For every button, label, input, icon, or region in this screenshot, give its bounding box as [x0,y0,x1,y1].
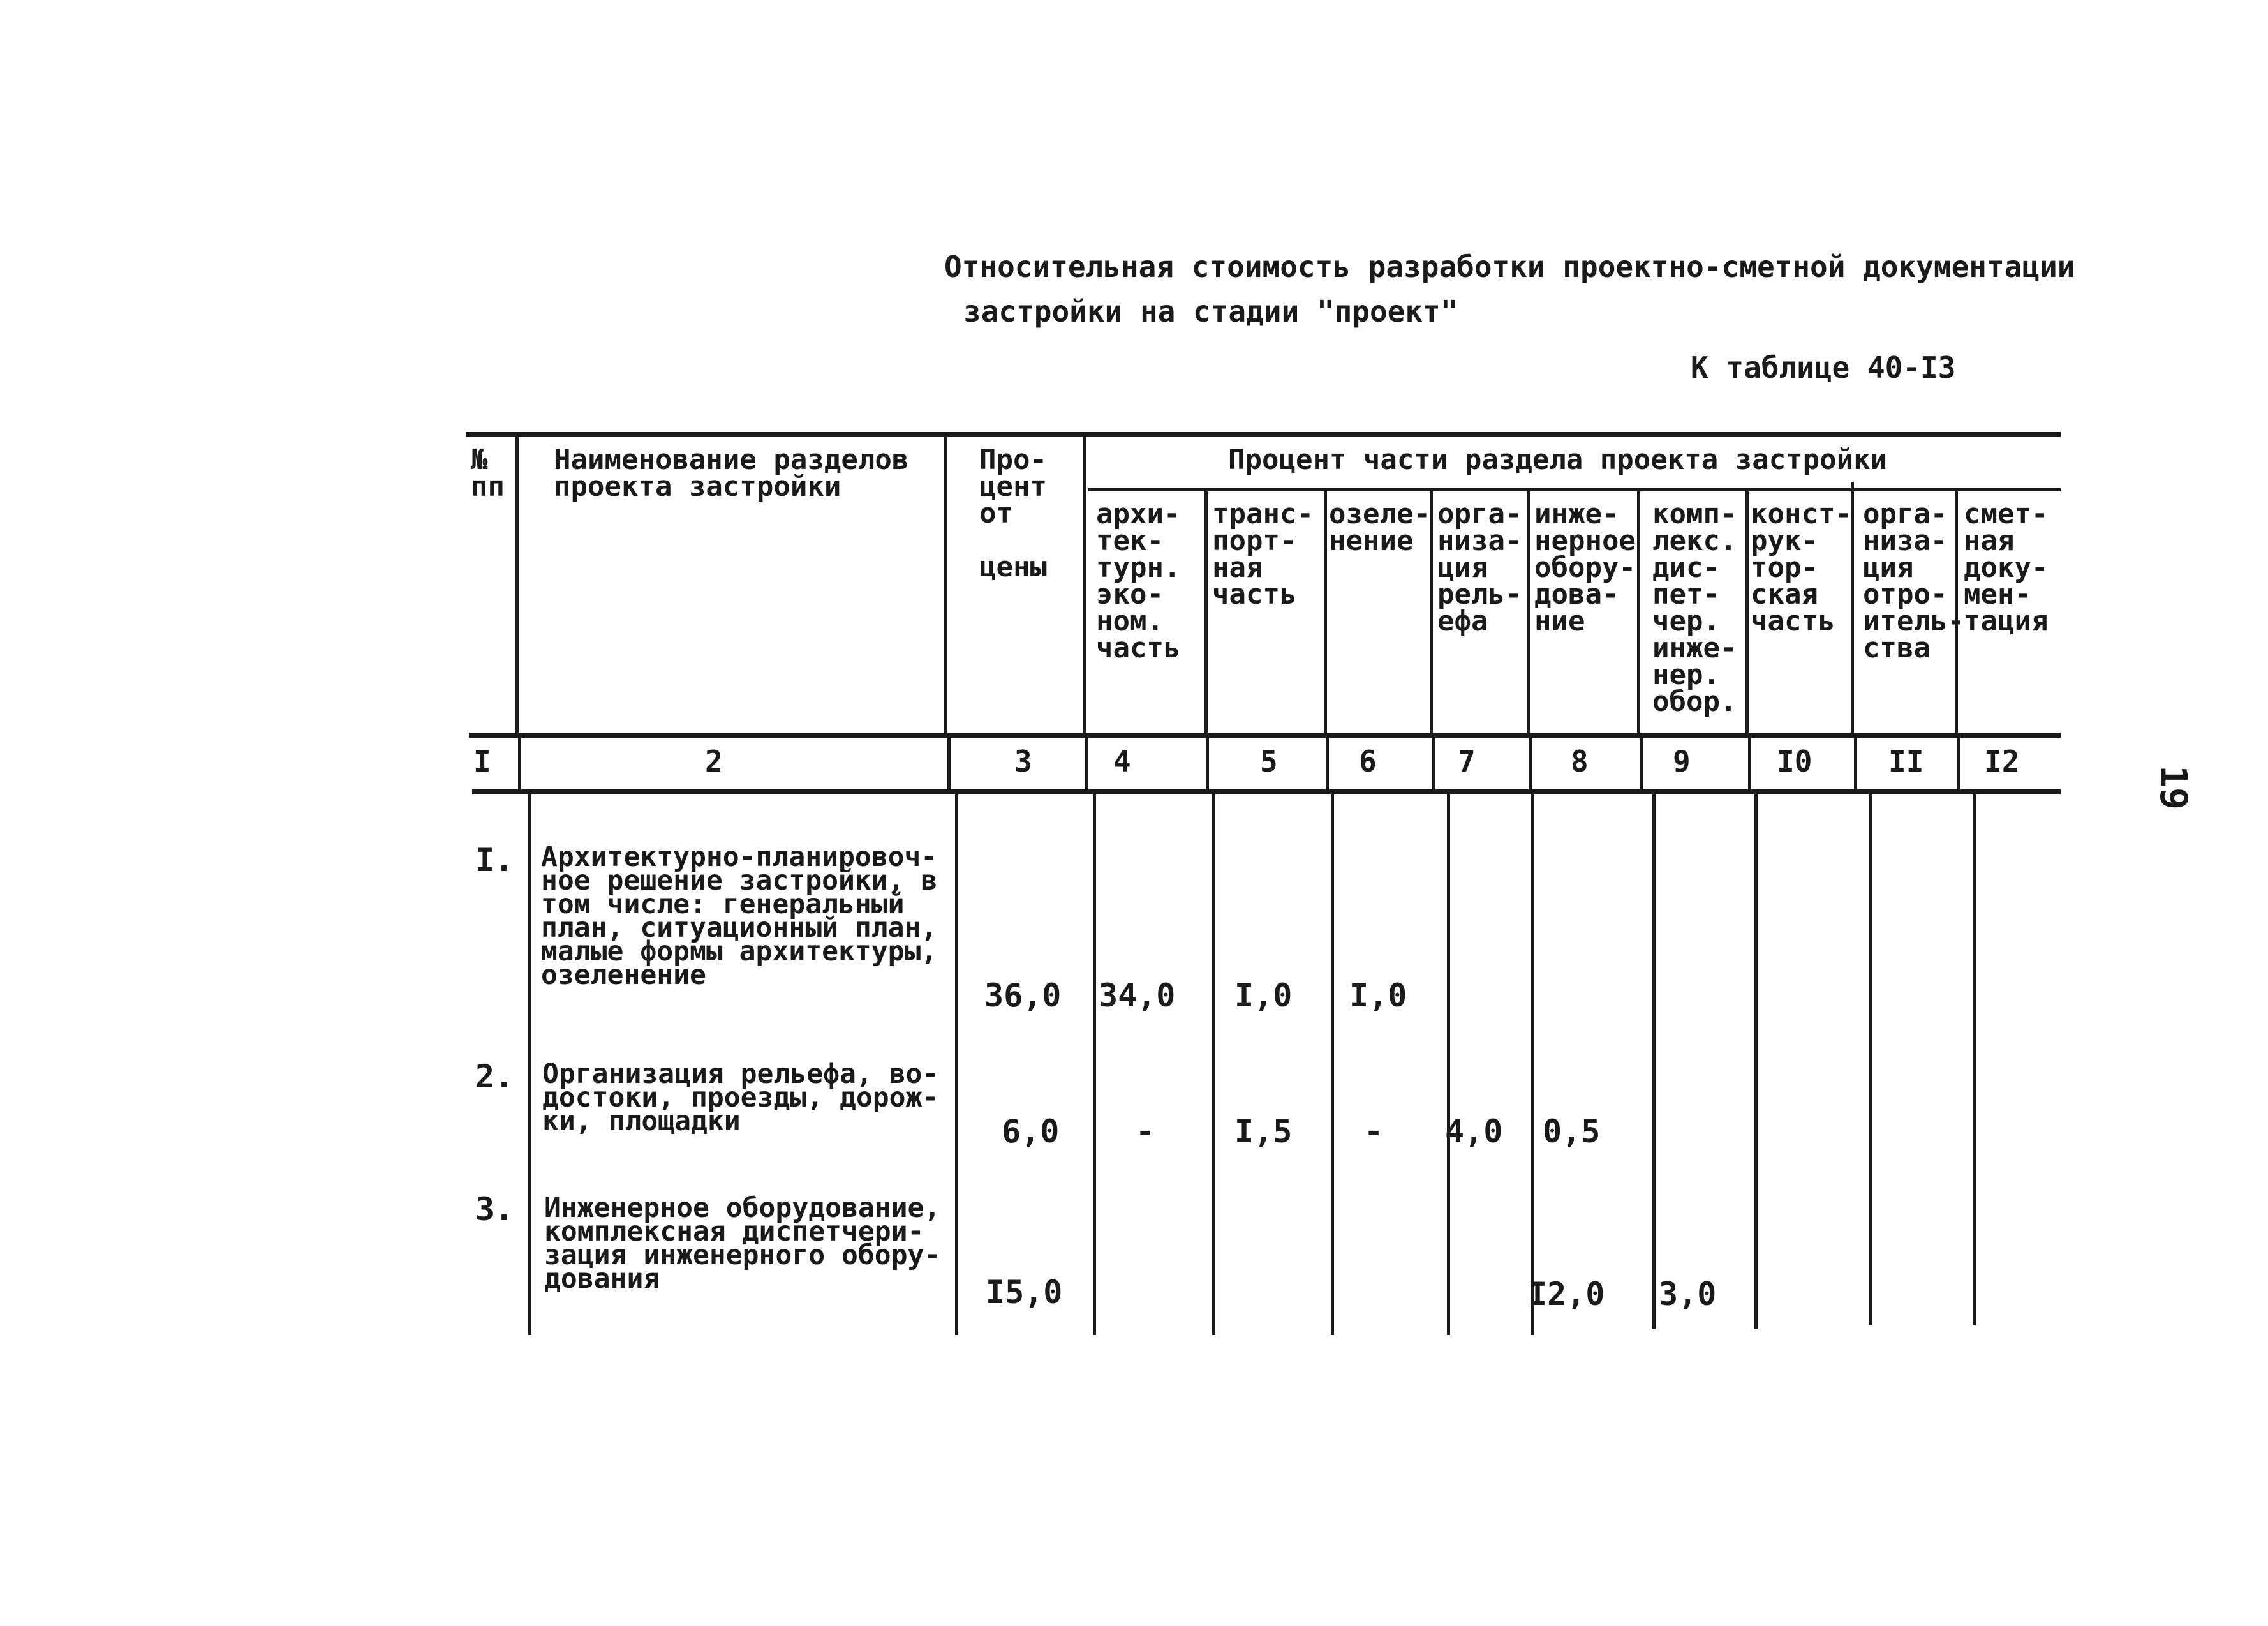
num-divider-3 [1085,735,1088,791]
body-divider-7 [1531,793,1534,1335]
header-col-8: инже- нерное обору- дова- ние [1534,498,1636,638]
header-col-6: озеле- нение [1329,498,1430,557]
table-reference: К таблице 40-I3 [1691,350,1956,385]
num-divider-10 [1854,735,1857,791]
num-divider-2 [947,735,951,791]
row-1-col3: 36,0 [984,977,1062,1014]
row-3-col3: I5,0 [986,1274,1063,1311]
header-col-number: № пп [471,444,505,503]
table-top-rule [466,432,2061,437]
row-3-col8: I2,0 [1528,1276,1605,1313]
header-col-percent: Про- цент от цены [979,444,1047,583]
row-2-col5: I,5 [1234,1113,1293,1150]
document-title-line1: Относительная стоимость разработки проектно-сметной документации [944,250,2075,284]
row-2-col4: - [1136,1113,1155,1150]
body-divider-6 [1447,793,1450,1335]
row-3-col9: 3,0 [1659,1276,1717,1313]
page-number: 19 [2151,765,2195,810]
row-1-col4: 34,0 [1099,977,1176,1014]
column-number-11: II [1888,744,1924,779]
header-col-name: Наименование разделов проекта застройки [554,444,909,503]
header-col-11: орга- низа- ция отро- итель- ства [1863,498,1964,664]
column-number-9: 9 [1673,744,1691,779]
row-2-col3: 6,0 [1002,1113,1060,1150]
num-divider-5 [1326,735,1329,791]
row-2-col8: 0,5 [1543,1113,1601,1150]
body-divider-1 [528,793,531,1335]
header-divider-2 [944,434,947,735]
column-number-12: I2 [1984,744,2020,779]
row-2-col6: - [1364,1113,1384,1150]
header-divider-4 [1204,490,1208,735]
header-divider-9 [1745,490,1749,735]
num-divider-7 [1529,735,1532,791]
num-divider-8 [1640,735,1643,791]
row-3-number: 3. [475,1191,514,1228]
row-1-name: Архитектурно-планировоч- ное решение застройки, в том числе: генеральный план, ситуационный план, малые формы архитектуры, озеленение [541,841,938,991]
column-number-5: 5 [1260,744,1278,779]
column-number-6: 6 [1359,744,1377,779]
body-divider-2 [955,793,958,1335]
header-col-9: комп- лекс. дис- пет- чер. инже- нер. обор. [1652,498,1737,718]
column-number-4: 4 [1113,744,1131,779]
num-divider-9 [1748,735,1751,791]
num-divider-6 [1432,735,1435,791]
document-title-line2: застройки на стадии "проект" [963,294,1458,329]
header-divider-3 [1083,434,1086,735]
body-divider-8 [1652,793,1656,1329]
group-header-rule [1088,488,2061,491]
header-group-title: Процент части раздела проекта застройки [1228,444,1888,476]
header-divider-1 [515,434,519,735]
body-divider-9 [1754,793,1758,1329]
column-number-3: 3 [1014,744,1032,779]
row-2-number: 2. [475,1058,514,1095]
column-number-7: 7 [1458,744,1476,779]
header-divider-8 [1637,490,1640,735]
row-3-name: Инженерное оборудование, комплексная диспетчери- зация инженерного обору- дования [544,1192,941,1295]
header-divider-7 [1527,490,1530,735]
header-col-10: конст- рук- тор- ская часть [1751,498,1852,638]
body-divider-4 [1212,793,1215,1335]
num-divider-1 [518,735,521,791]
num-divider-11 [1957,735,1960,791]
column-number-1: I [473,744,491,779]
header-col-5: транс- порт- ная часть [1212,498,1314,611]
header-divider-5 [1324,490,1327,735]
body-divider-10 [1869,793,1872,1325]
row-1-col5: I,0 [1234,977,1293,1014]
row-1-col6: I,0 [1349,977,1407,1014]
body-divider-3 [1093,793,1096,1335]
column-number-8: 8 [1571,744,1589,779]
row-2-name: Организация рельефа, во- достоки, проезды, дорож- ки, площадки [542,1058,939,1137]
header-bottom-rule [469,733,2061,738]
column-number-10: I0 [1777,744,1812,779]
header-col-4: архи- тек- турн. эко- ном. часть [1096,498,1181,664]
num-divider-4 [1206,735,1209,791]
body-divider-5 [1331,793,1334,1335]
header-col-7: орга- низа- ция рель- ефа [1437,498,1522,638]
row-2-col7: 4,0 [1445,1113,1503,1150]
body-divider-11 [1973,793,1976,1325]
header-col-12: смет- ная доку- мен- тация [1964,498,2049,638]
column-numbers-rule [472,789,2061,794]
column-number-2: 2 [705,744,723,779]
row-1-number: I. [475,842,514,879]
